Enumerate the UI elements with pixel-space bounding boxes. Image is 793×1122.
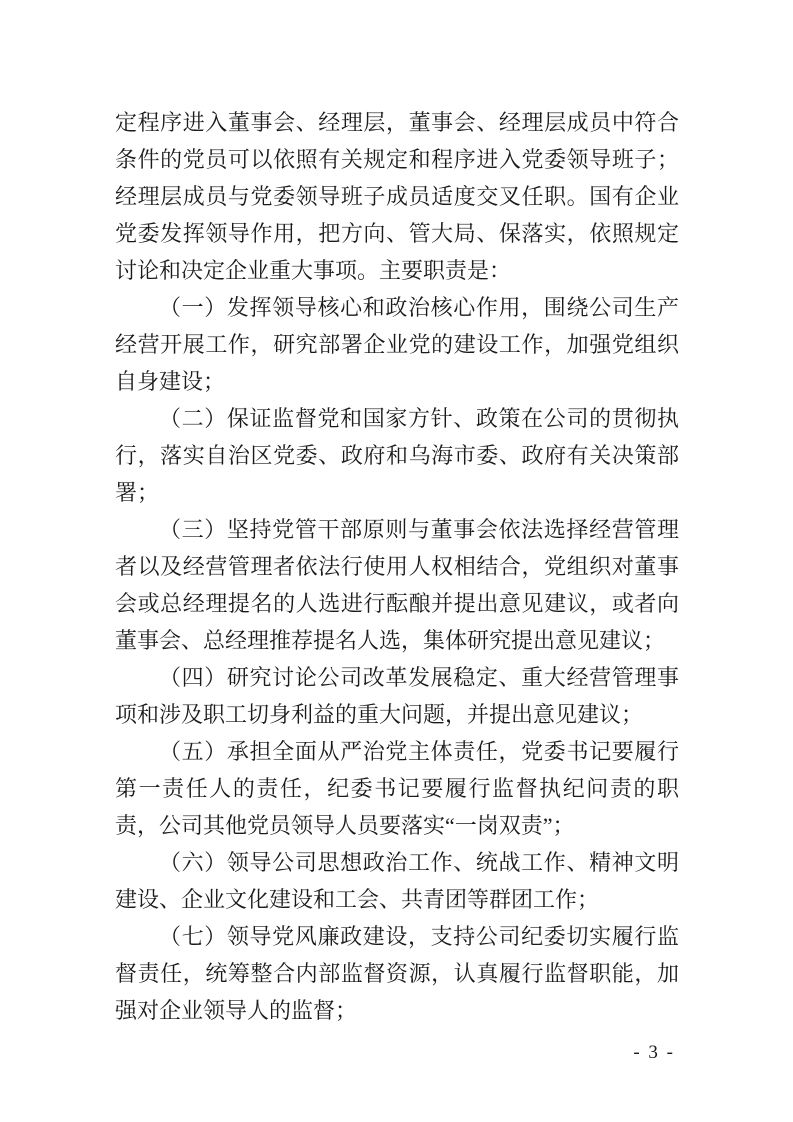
paragraph-continuation: 定程序进入董事会、经理层，董事会、经理层成员中符合条件的党员可以依照有关规定和程序进入党委领导班子；经理层成员与党委领导班子成员适度交叉任职。国有企业党委发挥领导作用，把方向、管大局、保落实，依照规定讨论和决定企业重大事项。主要职责是： [115,110,679,283]
paragraph-item-7: （七）领导党风廉政建设，支持公司纪委切实履行监督责任，统筹整合内部监督资源，认真履行监督职能，加强对企业领导人的监督； [115,924,679,1023]
paragraph-item-5: （五）承担全面从严治党主体责任，党委书记要履行第一责任人的责任，纪委书记要履行监督执纪问责的职责，公司其他党员领导人员要落实“一岗双责”； [115,739,679,838]
paragraph-item-2: （二）保证监督党和国家方针、政策在公司的贯彻执行，落实自治区党委、政府和乌海市委、政府有关决策部署； [115,406,679,505]
document-body [115,104,679,1029]
paragraph-item-1: （一）发挥领导核心和政治核心作用，围绕公司生产经营开展工作，研究部署企业党的建设工作，加强党组织自身建设； [115,295,679,394]
paragraph-item-4: （四）研究讨论公司改革发展稳定、重大经营管理事项和涉及职工切身利益的重大问题，并提出意见建议； [115,665,679,727]
paragraph-item-3: （三）坚持党管干部原则与董事会依法选择经营管理者以及经营管理者依法行使用人权相结合，党组织对董事会或总经理提名的人选进行酝酿并提出意见建议，或者向董事会、总经理推荐提名人选，集体研究提出意见建议； [115,517,679,653]
paragraph-item-6: （六）领导公司思想政治工作、统战工作、精神文明建设、企业文化建设和工会、共青团等群团工作； [115,850,679,912]
page-number: - 3 - [633,1042,675,1063]
